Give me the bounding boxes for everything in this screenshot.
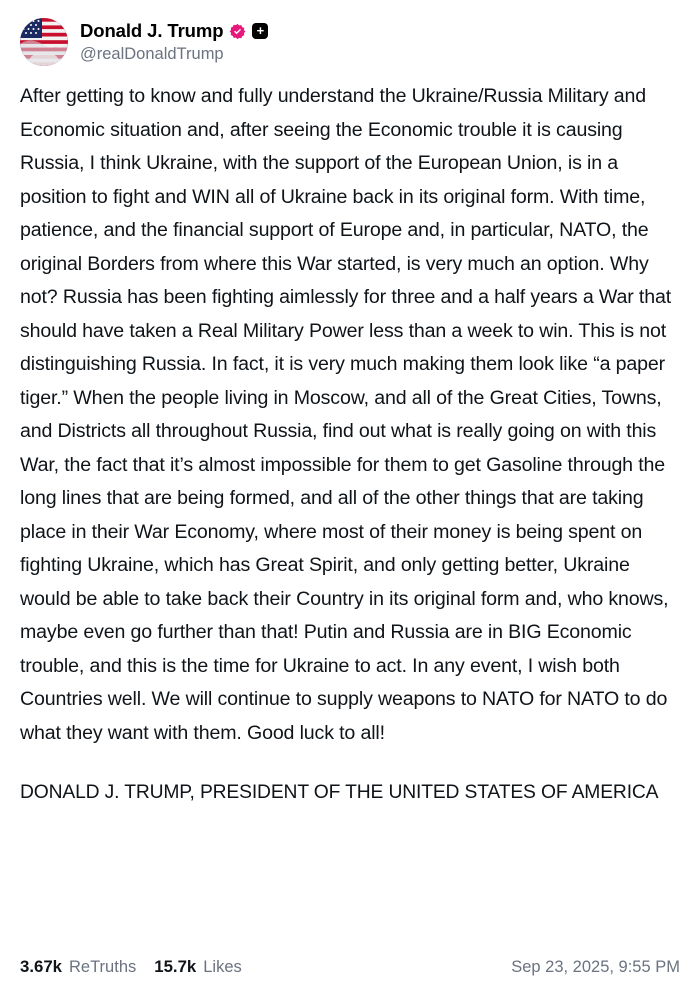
post-header [20,18,680,66]
verified-check-icon [229,23,246,40]
post-paragraph: After getting to know and fully understand the Ukraine/Russia Military and Economic situation and, after seeing the Economic trouble it is causing Russia, I think Ukraine, with the support of the European Union, is in a position to fight and WIN all of Ukraine back in its original form. With time, patience, and the financial support of Europe and, in particular, NATO, the original Borders from where this War started, is very much an option. Why not? Russia has been fighting aimlessly for three and a half years a War that should have taken a Real Military Power less than a week to win. This is not distinguishing Russia. In fact, it is very much making them look like “a paper tiger.” When the people living in Moscow, and all of the Great Cities, Towns, and Districts all throughout Russia, find out what is really going on with this War, the fact that it’s almost impossible for them to get Gasoline through the long lines that are being formed, and all of the other things that are taking place in their War Economy, where most of their money is being spent on fighting Ukraine, which has Great Spirit, and only getting better, Ukraine would be able to take back their Country in its original form and, who knows, maybe even go further than that! Putin and Russia are in BIG Economic trouble, and this is the time for Ukraine to act. In any event, I wish both Countries well. We will continue to supply weapons to NATO for NATO to do what they want with them. Good luck to all! [20,85,672,744]
engagement-stats [20,957,253,977]
plus-badge-icon [252,23,268,39]
post-content [20,80,680,945]
post-footer [20,945,680,993]
avatar[interactable] [20,18,68,66]
likes-count[interactable]: 15.7k [154,957,197,976]
author-handle[interactable]: @realDonaldTrump [80,45,224,63]
post-timestamp: Sep 23, 2025, 9:55 PM [511,957,680,976]
retruths-label[interactable]: ReTruths [69,958,137,976]
author-identity [80,18,268,64]
author-display-name[interactable]: Donald J. Trump [80,20,224,41]
retruths-count[interactable]: 3.67k [20,957,62,976]
post-signature: DONALD J. TRUMP, PRESIDENT OF THE UNITED STATES OF AMERICA [20,782,659,803]
plus-badge-label: + [256,23,265,38]
likes-label[interactable]: Likes [203,958,242,976]
author-name-row [80,20,268,42]
